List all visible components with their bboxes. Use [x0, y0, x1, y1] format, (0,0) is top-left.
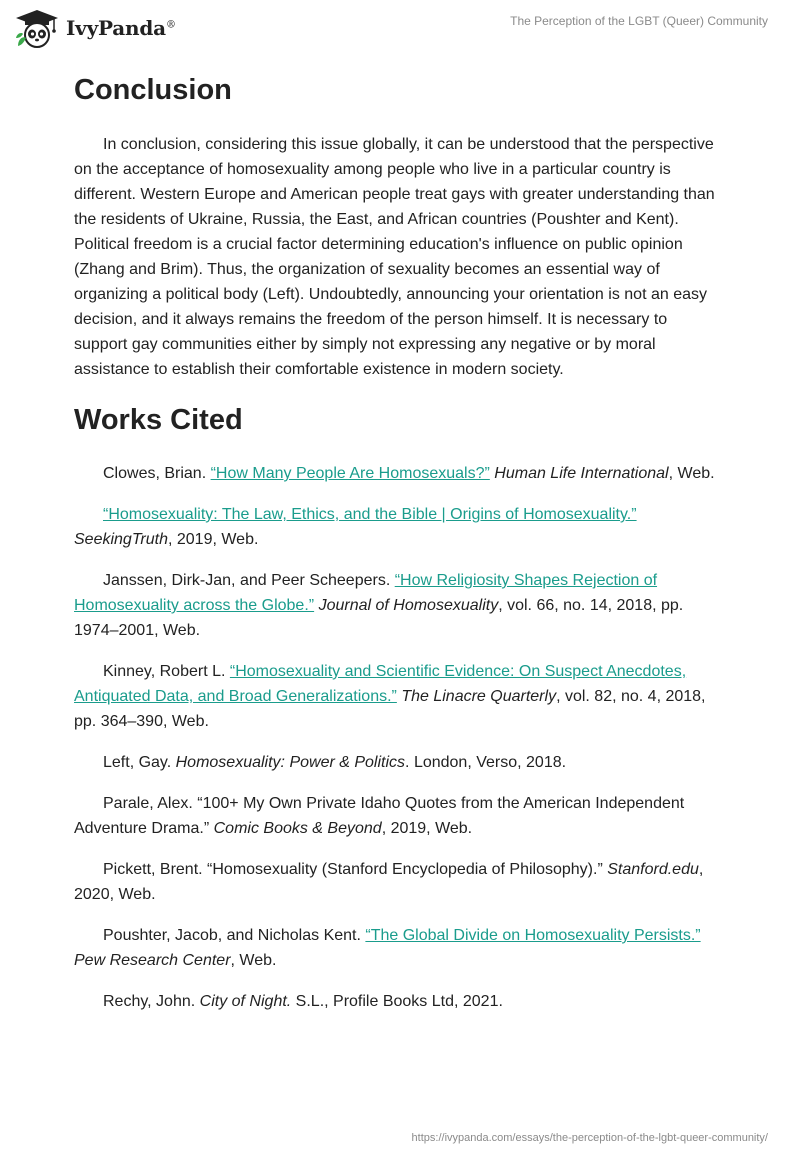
panda-graduate-icon	[14, 8, 60, 48]
citation-link[interactable]: “Homosexuality and Scientific Evidence: On Suspect Anecdotes, Antiquated Data, and Broad Generalizations.”	[74, 663, 687, 705]
citation-link[interactable]: “The Global Divide on Homosexuality Persists.”	[365, 927, 701, 944]
conclusion-paragraph: In conclusion, considering this issue globally, it can be understood that the perspective on the acceptance of homosexuality among people who live in a particular country is different. Western Europe and American people treat gays with greater understanding than the residents of Ukraine, Russia, the East, and African countries (Poushter and Kent). Political freedom is a crucial factor determining education's influence on public opinion (Zhang and Brim). Thus, the organization of sexuality becomes an essential way of organizing a political body (Left). Undoubtedly, announcing your orientation is not an easy decision, and it always remains the freedom of the person himself. It is necessary to support gay communities either by simply not expressing any negative or by moral assistance to establish their comfortable existence in modern society.	[74, 136, 715, 378]
conclusion-heading: Conclusion	[74, 74, 232, 106]
works-cited-heading: Works Cited	[74, 404, 243, 436]
page-header	[0, 0, 800, 60]
brand-name: IvyPanda®	[66, 16, 176, 40]
citation-entry: Pickett, Brent. “Homosexuality (Stanford Encyclopedia of Philosophy).” Stanford.edu, 2020, Web.	[74, 861, 704, 903]
works-cited-list	[74, 461, 724, 1014]
citation-entry: Parale, Alex. “100+ My Own Private Idaho Quotes from the American Independent Adventure Drama.” Comic Books & Beyond, 2019, Web.	[74, 795, 685, 837]
citation-entry: Left, Gay. Homosexuality: Power & Politics. London, Verso, 2018.	[103, 754, 567, 771]
citation-entry: Janssen, Dirk-Jan, and Peer Scheepers. “How Religiosity Shapes Rejection of Homosexuality across the Globe.” Journal of Homosexuality, vol. 66, no. 14, 2018, pp. 1974–2001, Web.	[74, 572, 684, 639]
source-url: https://ivypanda.com/essays/the-perception-of-the-lgbt-queer-community/	[411, 1132, 768, 1144]
citation-entry: Kinney, Robert L. “Homosexuality and Scientific Evidence: On Suspect Anecdotes, Antiquated Data, and Broad Generalizations.” The Linacre Quarterly, vol. 82, no. 4, 2018, pp. 364–390, Web.	[74, 663, 706, 730]
citation-link[interactable]: “How Religiosity Shapes Rejection of Homosexuality across the Globe.”	[74, 572, 658, 614]
ivypanda-logo[interactable]	[14, 8, 176, 48]
document-title: The Perception of the LGBT (Queer) Community	[510, 14, 768, 28]
citation-entry: Clowes, Brian. “How Many People Are Homosexuals?” Human Life International, Web.	[103, 465, 715, 482]
citation-link[interactable]: “Homosexuality: The Law, Ethics, and the Bible | Origins of Homosexuality.”	[103, 506, 637, 523]
citation-entry: Poushter, Jacob, and Nicholas Kent. “The Global Divide on Homosexuality Persists.” Pew Research Center, Web.	[74, 927, 701, 969]
citation-link[interactable]: “How Many People Are Homosexuals?”	[210, 465, 490, 482]
citation-entry: “Homosexuality: The Law, Ethics, and the Bible | Origins of Homosexuality.” SeekingTruth, 2019, Web.	[74, 506, 637, 548]
citation-entry: Rechy, John. City of Night. S.L., Profile Books Ltd, 2021.	[103, 993, 503, 1010]
essay-content	[74, 72, 724, 1014]
